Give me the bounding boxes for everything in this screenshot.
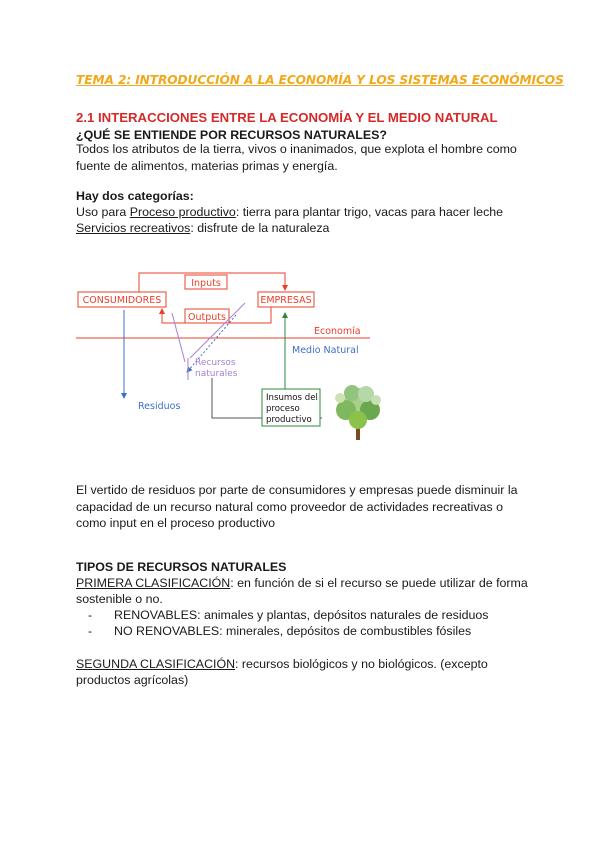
section-heading: 2.1 INTERACCIONES ENTRE LA ECONOMÍA Y EL MEDIO NATURAL bbox=[76, 110, 498, 125]
segunda-clasificacion bbox=[76, 656, 488, 673]
paragraph-line-1: El vertido de residuos por parte de consumidores y empresas puede disminuir la bbox=[76, 483, 518, 497]
paragraph-line-3: como input en el proceso productivo bbox=[76, 516, 276, 530]
empresas-label: EMPRESAS bbox=[260, 295, 312, 306]
consumidores-label: CONSUMIDORES bbox=[82, 295, 162, 306]
medio-natural-label: Medio Natural bbox=[292, 345, 359, 356]
category-1-rest: : tierra para plantar trigo, vacas para hacer leche bbox=[235, 205, 504, 219]
segunda-clasificacion-line-2: productos agrícolas) bbox=[76, 673, 189, 687]
category-1-term: Proceso productivo bbox=[129, 205, 236, 219]
list-dash: - bbox=[88, 608, 93, 622]
segunda-clasificacion-rest: : recursos biológicos y no biológicos. (excepto bbox=[235, 657, 488, 671]
list-item-text: RENOVABLES: animales y plantas, depósitos naturales de residuos bbox=[114, 608, 489, 622]
category-2-term: Servicios recreativos bbox=[76, 221, 191, 235]
definition-line-2: fuente de alimentos, materias primas y energía. bbox=[76, 159, 338, 173]
list-dash: - bbox=[88, 624, 93, 638]
list-item-no-renovables bbox=[88, 624, 471, 638]
list-item-renovables bbox=[88, 608, 488, 622]
insumos-label-line2: proceso bbox=[266, 404, 300, 414]
economia-label: Economía bbox=[314, 326, 361, 337]
primera-clasificacion-label: PRIMERA CLASIFICACIÓN bbox=[76, 576, 231, 590]
category-2-rest: : disfrute de la naturaleza bbox=[190, 221, 330, 235]
segunda-clasificacion-label: SEGUNDA CLASIFICACIÓN bbox=[76, 657, 236, 671]
tree-icon bbox=[335, 385, 381, 440]
categories-heading: Hay dos categorías: bbox=[76, 189, 194, 203]
definition-line-1: Todos los atributos de la tierra, vivos o inanimados, que explota el hombre como bbox=[76, 142, 517, 156]
outputs-label: Outputs bbox=[188, 312, 226, 323]
paragraph-line-2: capacidad de un recurso natural como proveedor de actividades recreativas o bbox=[76, 500, 504, 514]
primera-clasificacion bbox=[76, 575, 528, 592]
question-heading: ¿QUÉ SE ENTIENDE POR RECURSOS NATURALES? bbox=[76, 128, 387, 142]
primera-clasificacion-rest: : en función de si el recurso se puede utilizar de forma bbox=[230, 576, 528, 590]
recursos-label-line2: naturales bbox=[195, 369, 238, 379]
residuos-label: Residuos bbox=[138, 401, 181, 412]
list-item-text: NO RENOVABLES: minerales, depósitos de combustibles fósiles bbox=[114, 624, 472, 638]
document-title: TEMA 2: INTRODUCCIÓN A LA ECONOMÍA Y LOS SISTEMAS ECONÓMICOS bbox=[76, 73, 564, 87]
recursos-label-line1: Recursos bbox=[195, 358, 236, 368]
insumos-label-line3: productivo bbox=[266, 415, 312, 425]
insumos-label-line1: Insumos del bbox=[266, 393, 318, 403]
primera-clasificacion-line-2: sostenible o no. bbox=[76, 592, 163, 606]
tipos-heading: TIPOS DE RECURSOS NATURALES bbox=[76, 560, 287, 574]
category-1-prefix: Uso para bbox=[76, 205, 130, 219]
inputs-label: Inputs bbox=[191, 278, 221, 289]
